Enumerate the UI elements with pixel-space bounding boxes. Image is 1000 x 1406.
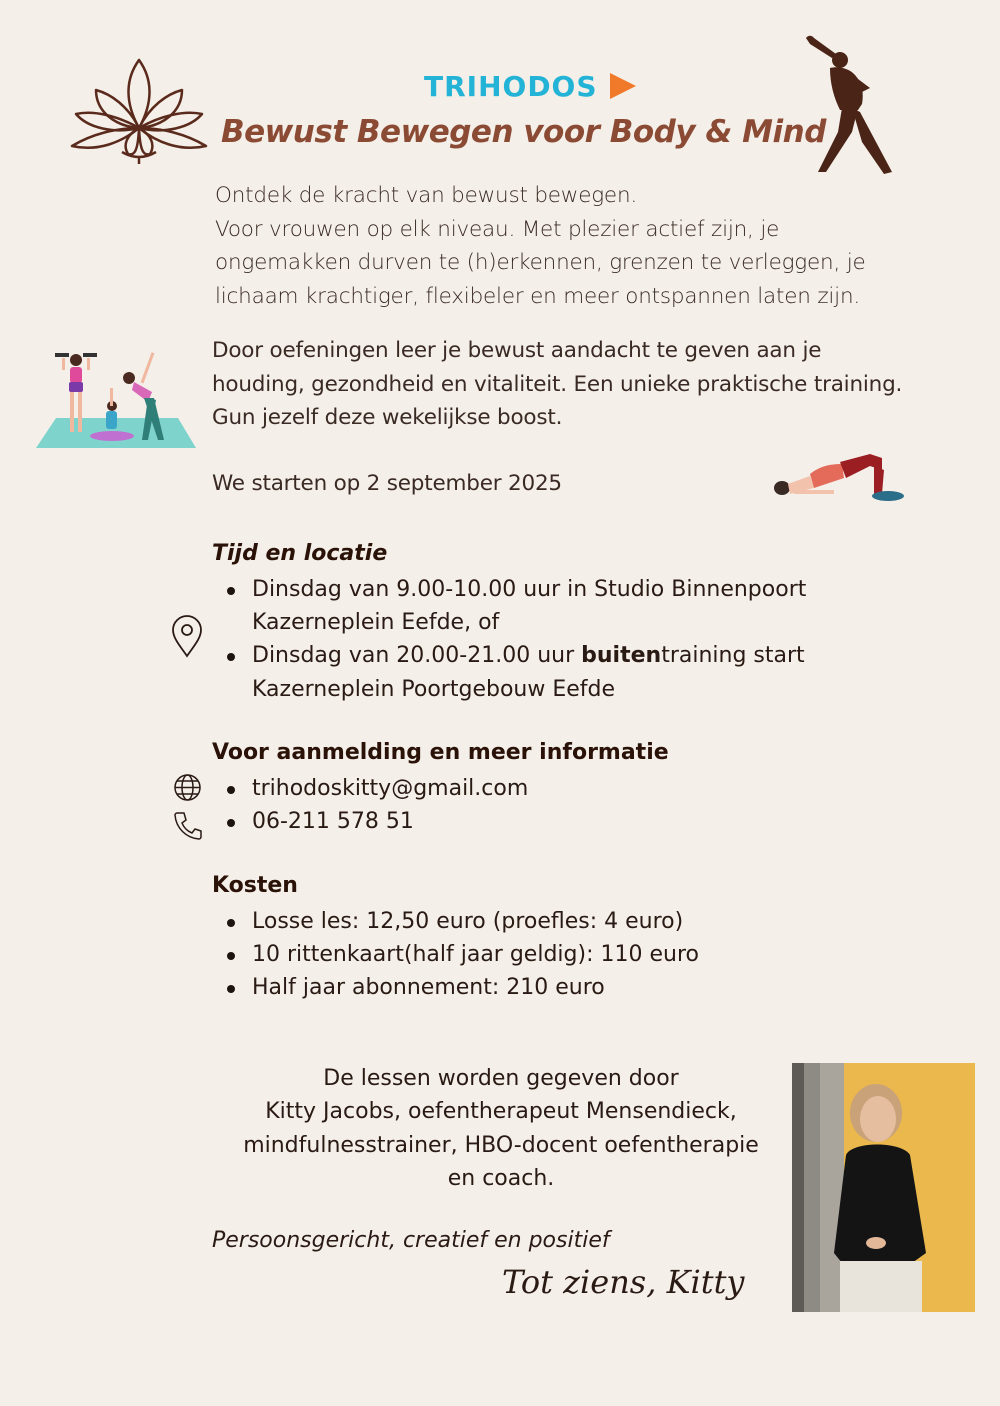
intro-line: ongemakken durven te (h)erkennen, grenzen te verleggen, je: [215, 250, 866, 275]
schedule-bold-text: buiten: [581, 643, 662, 669]
costs-title: Kosten: [212, 873, 298, 898]
play-arrow-icon: [608, 71, 638, 101]
contact-title: Voor aanmelding en meer informatie: [212, 740, 669, 765]
intro-line: Voor vrouwen op elk niveau. Met plezier actief zijn, je: [215, 216, 780, 242]
contact-list: [212, 772, 528, 838]
list-item: [212, 573, 806, 639]
lotus-icon: [66, 56, 212, 168]
intro-line: Ontdek de kracht van bewust bewegen.: [215, 183, 638, 208]
time-location-list: [212, 573, 806, 706]
exercise-line: Door oefeningen leer je bewust aandacht te geven aan je: [212, 338, 822, 363]
phone-icon: [173, 811, 203, 841]
email-link[interactable]: trihodoskitty@gmail.com: [252, 776, 529, 801]
location-pin-icon: [170, 614, 204, 658]
bridge-pose-illustration: [770, 448, 908, 506]
teacher-line: De lessen worden gegeven door: [323, 1066, 679, 1091]
teacher-line: mindfulnesstrainer, HBO-docent oefentherapie: [243, 1132, 759, 1158]
schedule-line: [252, 639, 806, 672]
intro-paragraph: [215, 179, 866, 313]
teacher-paragraph: [212, 1062, 790, 1195]
list-item: [212, 639, 806, 705]
exercise-paragraph: [212, 334, 902, 435]
list-item: [212, 805, 528, 838]
schedule-line: Dinsdag van 9.00-10.00 uur in Studio Binnenpoort: [252, 577, 807, 602]
start-date: We starten op 2 september 2025: [212, 471, 562, 496]
motto: Persoonsgericht, creatief en positief: [212, 1228, 610, 1253]
costs-list: [212, 905, 699, 1005]
list-item: Half jaar abonnement: 210 euro: [212, 971, 699, 1004]
stretching-figure-icon: [800, 32, 900, 178]
teacher-line: Kitty Jacobs, oefentherapeut Mensendieck,: [265, 1099, 737, 1125]
list-item: [212, 772, 528, 805]
list-item: Losse les: 12,50 euro (proefles: 4 euro): [212, 905, 699, 938]
list-item: 10 rittenkaart(half jaar geldig): 110 euro: [212, 938, 699, 971]
group-workout-illustration: [36, 348, 198, 450]
intro-line: lichaam krachtiger, flexibeler en meer ontspannen laten zijn.: [215, 283, 861, 309]
time-location-title: Tijd en locatie: [212, 541, 388, 566]
globe-icon: [173, 773, 202, 802]
schedule-text: Dinsdag van 20.00-21.00 uur: [252, 643, 582, 669]
schedule-text: training start: [661, 643, 805, 669]
brand-name: TRIHODOS: [424, 70, 598, 103]
schedule-line: Kazerneplein Poortgebouw Eefde: [252, 676, 616, 702]
exercise-line: Gun jezelf deze wekelijkse boost.: [212, 405, 563, 430]
exercise-line: houding, gezondheid en vitaliteit. Een unieke praktische training.: [212, 371, 903, 397]
page-headline: Bewust Bewegen voor Body & Mind: [221, 114, 826, 150]
signoff: Tot ziens, Kitty: [502, 1263, 745, 1301]
teacher-line: en coach.: [447, 1165, 555, 1191]
schedule-line: Kazerneplein Eefde, of: [252, 610, 500, 636]
teacher-photo: [792, 1063, 975, 1312]
phone-number[interactable]: 06-211 578 51: [252, 809, 414, 835]
